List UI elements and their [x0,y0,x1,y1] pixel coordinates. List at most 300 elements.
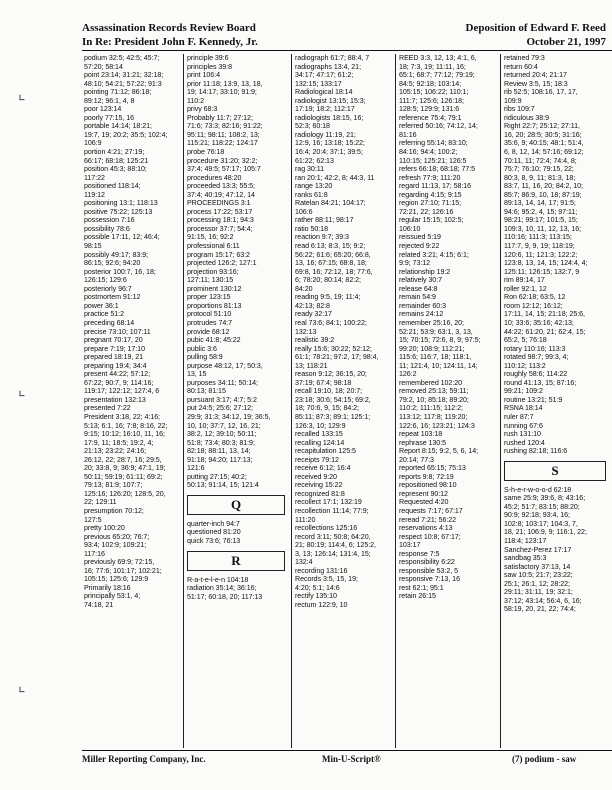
index-entry-line: questioned 81:20 [187,528,241,537]
index-entry-line: 6, 8, 12, 14; 57:16; 69:12; [504,148,584,157]
index-entry-line: realistic 39:2 [295,336,335,345]
index-entry-line: 12:9, 16; 13:18; 15:22; [295,139,365,148]
index-entry-line: 18; 7:3, 19; 11:11, 16; [399,62,466,71]
deposition-date: October 21, 1997 [526,36,606,48]
column-divider [183,54,184,748]
index-entry-line: reference 75:4; 79:1 [399,113,462,122]
index-entry-line: possession 7:16 [84,216,135,225]
section-letter-q: Q [187,495,285,515]
index-entry-line: prominent 130:12 [187,284,242,293]
index-entry-line: pregnant 70:17, 20 [84,336,143,345]
index-entry-line: 111:20 [295,515,316,524]
index-entry-line: projected 126:2; 127:1 [187,259,257,268]
index-entry-line: proper 123:15 [187,293,231,302]
index-entry-line: 66:17; 68:18; 125:21 [84,156,149,165]
index-entry-line: 26:12, 22; 28:7, 16; 29:5, [84,455,162,464]
section-letter-s: S [504,461,606,481]
page-footer [82,754,612,768]
index-entry-line: Radiological 18:14 [295,88,353,97]
index-entry-line: 123:8, 13, 14, 15; 124:4, 4; [504,259,588,268]
index-entry-line: satisfactory 37:13, 14 [504,562,571,571]
index-entry-line: 109:3, 10, 11, 12, 13, 16; [504,224,582,233]
index-entry-line: real 73:6; 84:1; 100:22; [295,318,367,327]
index-entry-line: recording 131:16 [295,566,348,575]
index-entry-line: 65:2, 5; 76:18 [504,336,547,345]
index-entry-line: purposes 34:11; 50:14; [187,378,258,387]
index-entry-line: round 41:13, 15; 87:16; [504,378,577,387]
index-entry-line: refers 66:18; 68:18; 77:5 [399,165,476,174]
index-entry-line: 69:8, 16; 72:12, 18; 77:6, [295,267,373,276]
index-entry-line: Ron 62:18; 63:5, 12 [504,293,566,302]
index-entry-line: Ratelan 84:21; 104:17; [295,199,366,208]
binder-hole-middle: ⌞ [18,382,26,399]
index-entry-line: pulling 58:9 [187,353,223,362]
index-entry-line: 20; 33:8, 9; 36:9; 47:1, 19; [84,464,166,473]
index-entry-line: receiving 15:22 [295,481,343,490]
index-entry-line: 99:21; 109:2 [504,387,543,396]
index-entry-line: 52:21; 53:9; 63:1, 3, 13, [399,327,473,336]
index-entry-line: requests 7:17; 67:17 [399,506,463,515]
index-entry-line: rectify 135:10 [295,592,337,601]
index-entry-line: recalled 133:15 [295,430,343,439]
index-entry-line: same 25:9; 39:6, 8; 43:16; [504,494,586,503]
index-entry-line: 132:15; 133:17 [295,79,342,88]
index-entry-line: 110:2; 111:15; 112:2; [399,404,463,413]
index-entry-line: 82:18; 88:11, 13, 14; [187,447,251,456]
index-entry-line: putting 27:15; 40:2; [187,472,247,481]
index-entry-line: 94:6; 95:2, 4, 15; 97:11; [504,207,578,216]
index-entry-line: 16:4; 20:4; 37:1; 39:5; [295,148,363,157]
index-entry-line: 25:1; 26:1, 12; 28:22; [504,579,570,588]
index-entry-line: rushed 120:4 [504,438,545,447]
index-entry-line: presumption 70:12; [84,506,144,515]
index-entry-line: 3, 13; 126:14; 131:4, 15; [295,549,371,558]
index-entry-line: 65:1; 68:7; 77:12; 79:19; [399,71,475,80]
index-entry-line: 10, 10; 37:7, 12, 16, 21; [187,421,261,430]
index-entry-line: remember 25:16, 20; [399,318,464,327]
index-entry-line: 20:14; 77:3 [399,455,434,464]
index-entry-line: return 60:4 [504,62,538,71]
index-entry-line: 102:8; 103:17; 104:3, 7, [504,519,578,528]
index-entry-line: ran 20:1; 42:2, 8; 44:3, 11 [295,173,375,182]
index-entry-line: R-a-t-e-l-e-n 104:18 [187,575,249,584]
index-entry-line: 85:11; 87:3; 89:1; 125:1; [295,412,371,421]
header-rule [82,50,612,51]
index-entry-line: 10; 33:6; 35:16; 42:13; [504,318,574,327]
index-entry-line: 132:4 [295,558,313,567]
index-entry-line: portable 14:14; 18:21; [84,122,152,131]
index-entry-line: provide 68:12 [187,327,230,336]
index-entry-line: 16; 77:6; 101:17; 102:21; [84,566,162,575]
index-entry-line: 17:11, 14, 15; 21:18; 25:6, [504,310,585,319]
index-entry-line: procedure 31:20; 32:2; [187,156,258,165]
binder-hole-bottom: ⌞ [18,678,26,695]
index-entry-line: ranks 61:8 [295,190,328,199]
index-entry-line: 29:9; 31:3; 34:12, 19; 36:5, [187,412,271,421]
index-entry-line: 74:18, 21 [84,601,114,609]
index-entry-line: pursuant 3:17; 4:7; 5:2 [187,395,257,404]
index-entry-line: quarter-inch 94:7 [187,519,240,528]
index-entry-line: President 3:18, 22; 4:16; [84,412,161,421]
index-entry-line: recollection 11:14; 77:9; [295,506,369,515]
column-divider [500,54,501,748]
index-entry-line: 38:2, 12; 39:10; 50:11; [187,430,257,439]
index-entry-line: quick 73:6; 76:13 [187,536,241,545]
index-entry-line: 85:7; 86:9, 10, 18; 87:19; [504,190,582,199]
index-entry-line: processing 18:1; 94:3 [187,216,254,225]
index-entry-line: PROCEEDINGS 3:1 [187,199,251,208]
index-entry-line: principle 39:6 [187,54,229,62]
index-entry-line: 120:6, 11; 121:3; 122:2; [504,250,578,259]
index-entry-line: 50:11; 59:19; 61:11; 69:2; [84,472,163,481]
index-entry-line: podium 32:5; 42:5; 45:7; [84,54,160,62]
index-entry-line: Report 8:15; 9:2, 5, 6, 14; [399,447,479,456]
index-entry-line: 98:15 [84,242,102,251]
index-column-1 [84,54,182,748]
index-entry-line: relatively 30:7 [399,276,443,285]
index-entry-line: pretty 100:20 [84,524,125,533]
index-entry-line: 13; 118:21 [295,361,328,370]
index-entry-line: 21:13; 23:22; 24:16; [84,447,147,456]
index-entry-line: proceeded 13:3; 55:5; [187,182,255,191]
index-entry-line: 93:4; 102:9; 109:21; [84,541,147,550]
index-entry-line: principles 39:8 [187,62,232,71]
index-entry-line: 90:9; 92:18; 93:4, 16; [504,511,570,520]
index-entry-line: remembered 102:20 [399,378,463,387]
index-entry-line: 6; 78:20; 80:14; 82:2; [295,276,361,285]
index-entry-line: Records 3:5, 15, 19; [295,575,358,584]
index-entry-line: 113:12; 117:8; 119:20; [399,412,468,421]
index-entry-line: reread 7:21; 56:22 [399,515,457,524]
index-entry-line: ridiculous 38:9 [504,113,549,122]
index-entry-line: rectum 122:9, 10 [295,601,348,609]
index-entry-line: 37:12; 43:14; 56:4, 6, 16; [504,596,582,605]
index-entry-line: poorly 77:15, 16 [84,113,135,122]
index-entry-line: present 44:22; 57:12; [84,370,150,379]
index-entry-line: 105:15; 125:6; 129:9 [84,575,149,584]
index-entry-line: privy 68:3 [187,105,218,114]
index-entry-line: Probably 11:7; 27:12; [187,113,253,122]
index-entry-line: 84:20 [295,284,313,293]
index-entry-line: 126:3, 10; 129:9 [295,421,346,430]
index-entry-line: referring 55:14; 83:10; [399,139,468,148]
index-entry-line: 80:13; 81:15 [187,387,226,396]
index-entry-line: posteriorly 96:7 [84,284,132,293]
index-entry-line: respect 10:8; 67:17; [399,532,461,541]
index-entry-line: refresh 77:9; 111:20 [399,173,461,182]
index-entry-line: radiologist 13:15; 15:3; [295,96,366,105]
index-entry-line: recollect 17:1; 132:19 [295,498,362,507]
index-entry-line: protocol 51:10 [187,310,232,319]
index-entry-line: relationship 19:2 [399,267,451,276]
index-entry-line: 127:5 [84,515,102,524]
index-entry-line: procedures 48:20 [187,173,242,182]
index-entry-line: radiograph 61:7; 88:4, 7 [295,54,370,62]
index-entry-line: 132:13 [295,327,317,336]
index-entry-line: saw 10:5; 21:7; 23:22; [504,571,573,580]
index-entry-line: 18; 70:6, 9, 15; 84:2; [295,404,359,413]
index-entry-line: projection 93:16; [187,267,239,276]
index-entry-line: 4:20; 5:1; 14:6 [295,583,340,592]
index-entry-line: rushing 82:18; 116:6 [504,447,568,456]
index-entry-line: REED 3:3, 12, 13; 4:1, 6, [399,54,477,62]
index-entry-line: 22; 129:11 [84,498,117,507]
index-entry-line: postmortem 91:12 [84,293,141,302]
index-entry-line: process 17:22; 53:17 [187,207,253,216]
index-entry-line: power 36:1 [84,301,119,310]
index-entry-line: recapitulation 125:5 [295,447,356,456]
index-entry-line: 13, 15 [187,370,207,379]
index-entry-line: 117:16 [84,549,105,558]
index-entry-line: receipts 79:12 [295,455,339,464]
index-entry-line: 118:4; 123:17 [504,536,547,545]
index-entry-line: rotated 98:7; 99:3, 4; [504,353,569,362]
page-range: (7) podium - saw [512,754,577,764]
index-entry-line: regard 11:13, 17; 58:16 [399,182,472,191]
index-entry-line: roller 92:1, 12 [504,284,547,293]
index-entry-line: position 45:3; 88:10; [84,165,147,174]
index-entry-line: positioning 13:1; 118:13 [84,199,158,208]
index-entry-line: sandbag 35:3 [504,554,547,563]
index-entry-line: recall 19:10, 18; 20:7; [295,387,363,396]
index-entry-line: 84:16; 94:4; 100:2; [399,148,458,157]
index-entry-line: radiation 35:14; 36:16; [187,584,257,593]
index-entry-line: pubic 41:8; 45:22 [187,336,241,345]
index-entry-line: prior 11:18; 13:9, 13, 18, [187,79,263,88]
index-entry-line: 57:20; 58:14 [84,62,123,71]
index-entry-line: remains 24:12 [399,310,444,319]
index-entry-line: 18, 21; 106:9, 9; 116:1, 22; [504,528,587,537]
index-entry-line: presented 7:22 [84,404,131,413]
index-entry-line: responsive 7:13, 16 [399,575,460,584]
index-entry-line: 16, 20; 28:5; 30:5; 31:16; [504,130,582,139]
index-entry-line: read 6:13; 8:3, 15; 9:2; [295,242,366,251]
column-divider [395,54,396,748]
index-entry-line: public 3:6 [187,344,217,353]
index-entry-line: 11; 121:4, 10; 124:11, 14; [399,361,478,370]
index-entry-line: 79:13; 81:9; 107:7; [84,481,143,490]
index-entry-line: positive 75:22; 125:13 [84,207,153,216]
index-entry-line: 23:18; 30:6; 54:15; 69:2, [295,395,371,404]
index-entry-line: recognized 81:8 [295,489,345,498]
index-entry-line: received 9:20 [295,472,337,481]
index-entry-line: 35:6, 9; 40:15; 48:1; 51:4, [504,139,584,148]
index-entry-line: 119:12 [84,190,105,199]
index-entry-line: 95:11; 98:11; 108:2, 13; [187,130,260,139]
index-entry-line: presentation 132:13 [84,395,146,404]
index-entry-line: 110:12; 113:2 [504,361,546,370]
index-entry-line: 79:2, 10; 85:18; 89:20; [399,395,469,404]
index-entry-line: rag 30:11 [295,165,324,174]
index-entry-line: 37:4; 49:5; 57:17; 105:7 [187,165,261,174]
index-column-2 [187,54,289,748]
binder-hole-top: ⌞ [18,86,26,103]
index-entry-line: 9:15; 10:12; 16:10, 11, 16; [84,430,165,439]
index-entry-line: responsible 53:2, 5 [399,566,458,575]
index-entry-line: 44:22; 61:20, 21; 62:4, 15; [504,327,586,336]
index-entry-line: professional 6:11 [187,242,240,251]
index-entry-line: Primarily 18:16 [84,583,131,592]
index-entry-line: 110:2 [187,96,204,105]
index-entry-line: recollections 125:16 [295,524,358,533]
index-entry-line: 13, 16; 67:15; 68:8, 18; [295,259,367,268]
index-entry-line: reason 9:12; 36:15, 20; [295,370,367,379]
footer-rule [82,750,612,751]
index-entry-line: 9:9; 73:12 [399,259,431,268]
index-entry-line: radiologists 18:15, 16; [295,113,364,122]
index-entry-line: 126:15; 129:6 [84,276,127,285]
index-entry-line: 29:11; 31:11, 19; 32:1; [504,588,573,597]
index-entry-line: 61:1; 78:21; 97:2, 17; 98:4, [295,353,379,362]
index-entry-line: positioned 118:14; [84,182,141,191]
index-entry-line: radiographs 13:4, 21; [295,62,361,71]
index-entry-line: 72:21, 22; 126:16 [399,207,454,216]
index-entry-line: repeat 103:18 [399,430,443,439]
index-entry-line: 128:5; 129:9; 131:6 [399,105,460,114]
index-entry-line: 106:6 [295,207,313,216]
index-entry-line: prepare 7:19; 17:10 [84,344,145,353]
index-entry-line: 99:20; 108:9; 112:21; [399,344,465,353]
index-entry-line: repositioned 98:10 [399,481,457,490]
index-entry-line: 42:13; 82:8 [295,301,330,310]
index-entry-line: 48:10; 54:21; 57:22; 91:3 [84,79,162,88]
index-entry-line: possibly 49:17; 83:9; [84,250,149,259]
index-entry-line: 45:2; 51:7; 83:15; 88:20; [504,502,580,511]
index-entry-line: rephrase 130:5 [399,438,447,447]
index-entry-line: 127:11; 130:15 [187,276,234,285]
index-entry-line: really 15:6; 30:22; 52:12; [295,344,372,353]
index-entry-line: roughly 58:6; 114:22 [504,370,568,379]
index-entry-line: 103:17 [399,541,421,550]
index-entry-line: purpose 48:12, 17; 50:3, [187,361,263,370]
index-entry-line: 115:21; 118:22; 124:17 [187,139,258,148]
index-entry-line: 115:6; 116:7, 18; 118:1, [399,353,472,362]
index-entry-line: pointing 71:12; 86:18; [84,88,152,97]
index-entry-line: rib 52:5; 108:16, 17, 17, [504,88,578,97]
index-entry-line: 52:3; 60:18 [295,122,330,131]
deposition-title: Deposition of Edward F. Reed [465,22,606,34]
index-entry-line: represent 90:12 [399,489,448,498]
board-title: Assassination Records Review Board [82,22,256,34]
index-entry-line: regarding 4:15; 9:15 [399,190,462,199]
index-entry-line: precise 73:10; 107:11 [84,327,151,336]
index-entry-line: reported 65:15; 75:13 [399,464,466,473]
index-entry-line: principally 53:1, 4; [84,592,141,601]
index-entry-line: reports 9:8; 72:19 [399,472,454,481]
index-entry-line: posterior 100:7, 16, 18; [84,267,156,276]
index-entry-line: 17:19; 18:2; 112:17 [295,105,355,114]
index-entry-line: radiology 11:19, 21; [295,130,356,139]
index-entry-line: 86:15; 92:6; 94:20 [84,259,141,268]
index-entry-line: receive 6:12; 16:4 [295,464,351,473]
index-entry-line: Sanchez-Perez 17:17 [504,545,572,554]
index-entry-line: release 64:8 [399,284,438,293]
index-entry-line: 15; 70:15; 72:6, 8, 9; 97:5; [399,336,481,345]
index-entry-line: practice 51:2 [84,310,124,319]
index-entry-line: 117:22 [84,173,105,182]
index-entry-line: room 12:12; 16:12; [504,301,563,310]
index-entry-line: routine 13:21; 51:9 [504,395,563,404]
index-entry-line: retained 79:3 [504,54,545,62]
index-column-3 [295,54,395,748]
index-entry-line: region 27:10; 71:15; [399,199,462,208]
index-entry-line: 109:9 [504,96,522,105]
index-entry-line: range 13:20 [295,182,333,191]
index-entry-line: 89:12; 96:1, 4, 8 [84,96,135,105]
index-entry-line: 37:19; 67:4; 98:18 [295,378,352,387]
index-entry-line: 110:15; 125:21; 126:5 [399,156,467,165]
index-entry-line: possibility 78:6 [84,224,130,233]
index-entry-line: previous 65:20; 76:7; [84,532,150,541]
index-entry-line: 84:5; 92:18; 103:14; [399,79,462,88]
index-entry-line: 51:8; 73:4; 80:3; 81:9; [187,438,255,447]
min-u-script-mark: Min-U-Script® [322,754,381,764]
index-entry-line: 5:13; 6:1, 16; 7:8; 8:16, 22; [84,421,168,430]
index-entry-line: 17:9, 11; 18:5; 19:2, 4; [84,438,154,447]
index-entry-line: 19:7, 19; 20:2; 35:5; 102:4; [84,130,168,139]
index-entry-line: 51:17; 60:18, 20; 117:13 [187,592,263,601]
index-entry-line: 58:19, 20, 21, 22; 74:4; [504,605,576,614]
index-entry-line: Review 3:5, 15; 18:3 [504,79,568,88]
index-entry-line: rush 131:10 [504,430,541,439]
index-entry-line: response 7:5 [399,549,440,558]
index-entry-line: proportions 81:13 [187,301,242,310]
reporting-company: Miller Reporting Company, Inc. [82,754,206,764]
index-entry-line: returned 20:4; 21:17 [504,71,567,80]
index-entry-line: reaction 9:7; 39:3 [295,233,349,242]
index-column-4 [399,54,497,748]
index-entry-line: 121:6 [187,464,205,473]
index-entry-line: 50:13; 91:14, 15; 121:4 [187,481,259,490]
index-entry-line: 21; 80:19; 114:4, 6; 125:2, [295,541,376,550]
index-entry-line: previously 69:9; 72:15, [84,558,155,567]
index-entry-line: 37:4; 40:19; 47:12, 14 [187,190,255,199]
index-entry-line: processor 37:7; 54:4; [187,224,253,233]
index-entry-line: prepared 18:19, 21 [84,353,144,362]
index-entry-line: poor 123:14 [84,105,122,114]
index-entry-line: rather 88:11; 98:17 [295,216,354,225]
index-entry-line: 125:11; 126:15; 132:7, 9 [504,267,580,276]
index-entry-line: 110:16; 111:3; 113:15; [504,233,572,242]
index-entry-line: 83:7, 11, 16, 20; 84:2, 10; [504,182,583,191]
index-entry-line: 126:2 [399,370,417,379]
index-entry-line: 89:13, 14, 14, 17; 91:5; [504,199,576,208]
index-entry-line: 98:21; 99:17; 101:5, 15; [504,216,578,225]
index-entry-line: RSNA 18:14 [504,404,543,413]
index-entry-line: Requested 4:20 [399,498,449,507]
index-entry-line: preparing 19:4; 34:4 [84,361,147,370]
index-entry-line: point 23:14; 31:21; 32:18; [84,71,164,80]
index-entry-line: running 67:6 [504,421,543,430]
index-entry-line: 75:7; 76:10; 79:15, 22; [504,165,574,174]
index-entry-line: portion 4:21; 27:19; [84,148,145,157]
index-entry-line: 105:15; 106:22; 110:1; [399,88,469,97]
index-entry-line: remainder 60:3 [399,301,447,310]
index-entry-line: program 15:17; 63:2 [187,250,250,259]
index-entry-line: 80:3, 8, 9, 11; 81:3, 18; [504,173,576,182]
index-entry-line: ready 32:17 [295,310,332,319]
index-entry-line: reservations 4:13 [399,524,453,533]
case-title: In Re: President John F. Kennedy, Jr. [82,36,258,48]
index-entry-line: S-h-e-r-w-o-o-d 62:18 [504,485,572,494]
index-entry-line: possible 17:11, 12; 46:4; [84,233,160,242]
index-entry-line: ratio 50:18 [295,224,328,233]
index-entry-line: rejected 9:22 [399,242,440,251]
index-entry-line: 122:6, 16; 123:21; 124:3 [399,421,475,430]
column-divider [291,54,292,748]
index-entry-line: reissued 5:19 [399,233,441,242]
index-entry-line: 91:18; 94:20; 117:13; [187,455,253,464]
